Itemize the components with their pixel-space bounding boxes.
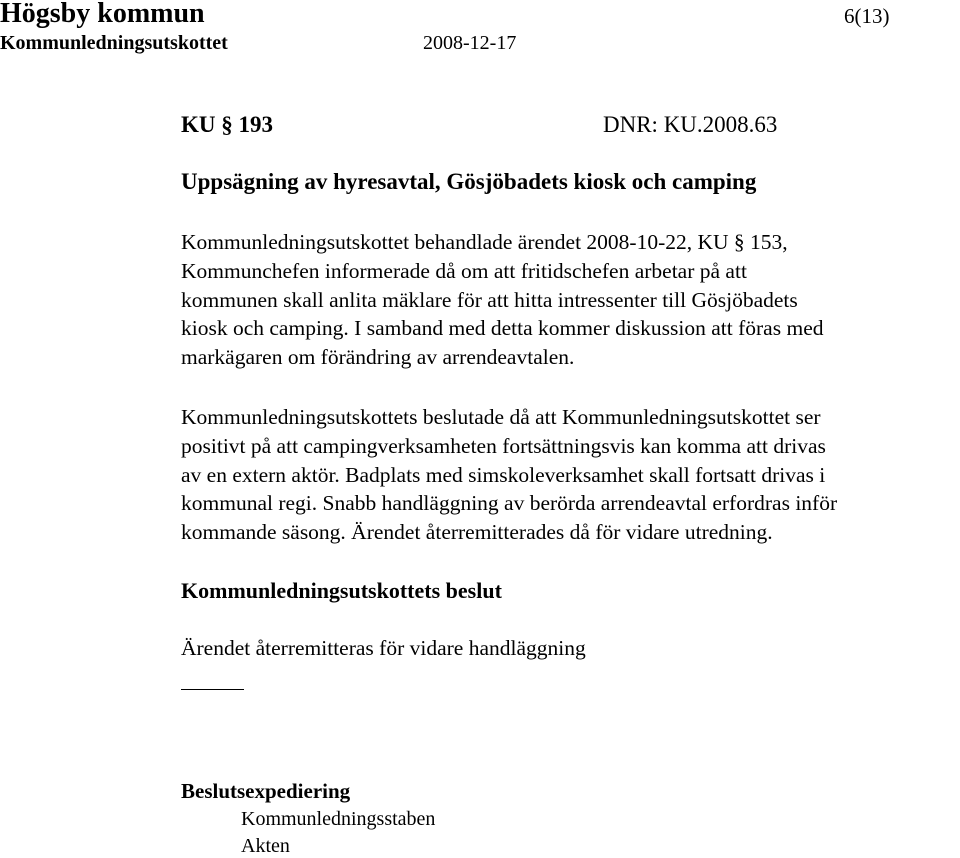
- item-heading: Uppsägning av hyresavtal, Gösjöbadets kiosk och camping: [181, 169, 757, 194]
- diary-number: DNR: KU.2008.63: [603, 112, 778, 137]
- body-paragraph-1: [181, 228, 823, 372]
- paragraph-line: Kommunledningsutskottet behandlade ärendet 2008-10-22, KU § 153,: [181, 230, 788, 254]
- page-number: 6(13): [844, 4, 890, 28]
- expedition-recipient: Akten: [241, 835, 290, 857]
- paragraph-line: positivt på att campingverksamheten fortsättningsvis kan komma att drivas: [181, 433, 826, 458]
- paragraph-line: kommunal regi. Snabb handläggning av berörda arrendeavtal erfordras inför: [181, 491, 838, 516]
- expedition-recipient: Kommunledningsstaben: [241, 808, 436, 830]
- paragraph-line: av en extern aktör. Badplats med simskoleverksamhet skall fortsatt drivas i: [181, 462, 826, 487]
- committee-name: Kommunledningsutskottet: [0, 32, 228, 54]
- meeting-date: 2008-12-17: [423, 32, 517, 54]
- paragraph-symbol: §: [221, 112, 233, 137]
- paragraph-line: markägaren om förändring av arrendeavtalen.: [181, 345, 575, 370]
- paragraph-line: Kommunledningsutskottets beslutade då att Kommunledningsutskottet ser: [181, 405, 821, 429]
- paragraph-label: KU: [181, 112, 216, 137]
- paragraph-line: kiosk och camping. I samband med detta kommer diskussion att föras med: [181, 316, 824, 341]
- municipality-title: Högsby kommun: [0, 0, 205, 29]
- signature-line: [181, 689, 244, 690]
- paragraph-line: Kommunchefen informerade då om att fritidschefen arbetar på att: [181, 258, 747, 283]
- body-paragraph-2: [181, 403, 837, 547]
- expedition-heading: Beslutsexpediering: [181, 779, 351, 803]
- decision-text: Ärendet återremitteras för vidare handläggning: [181, 636, 586, 660]
- paragraph-line: kommunen skall anlita mäklare för att hitta intressenter till Gösjöbadets: [181, 287, 798, 312]
- paragraph-number: 193: [238, 112, 273, 137]
- paragraph-line: kommande säsong. Ärendet återremitterades då för vidare utredning.: [181, 520, 773, 545]
- paragraph-reference: [181, 112, 273, 138]
- decision-heading: Kommunledningsutskottets beslut: [181, 578, 502, 603]
